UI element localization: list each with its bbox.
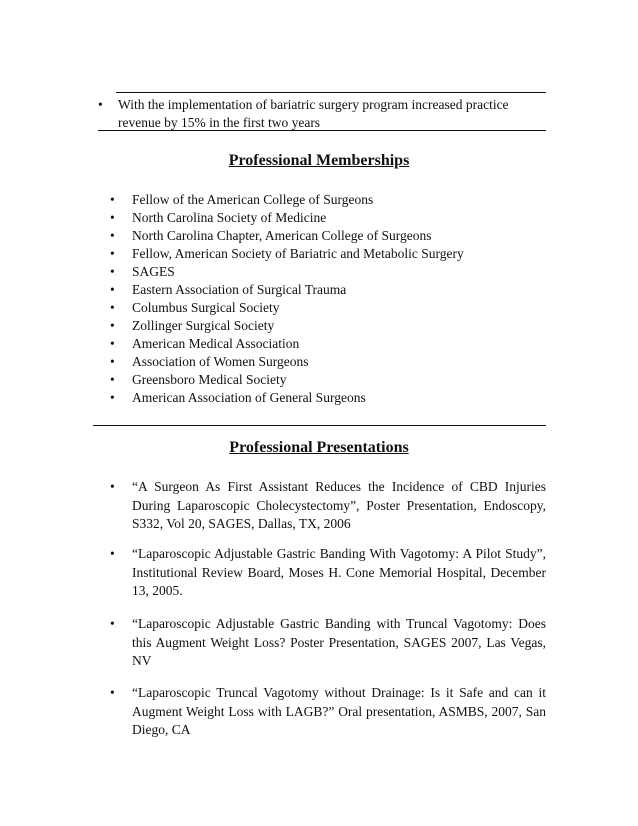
bullet-icon: • xyxy=(110,685,115,700)
bullet-icon: • xyxy=(110,318,115,333)
list-item: • Columbus Surgical Society xyxy=(110,300,280,315)
bullet-icon: • xyxy=(110,390,115,405)
list-item: • North Carolina Society of Medicine xyxy=(110,210,327,225)
bullet-icon: • xyxy=(110,616,115,631)
bullet-icon: • xyxy=(98,97,103,112)
list-item: • Greensboro Medical Society xyxy=(110,372,287,387)
list-item: • Zollinger Surgical Society xyxy=(110,318,275,333)
bullet-icon: • xyxy=(110,192,115,207)
list-item: • North Carolina Chapter, American College of Surgeons xyxy=(110,228,432,243)
achievement-bullet xyxy=(98,96,548,132)
bullet-icon: • xyxy=(110,264,115,279)
list-item: • Association of Women Surgeons xyxy=(110,354,309,369)
bullet-icon: • xyxy=(110,210,115,225)
bullet-icon: • xyxy=(110,282,115,297)
presentation-item: • “Laparoscopic Truncal Vagotomy without Drainage: Is it Safe and can it Augment Weight Loss with LAGB?” Oral presentation, ASMBS, 2007, San Diego, CA xyxy=(110,684,546,740)
bullet-icon: • xyxy=(110,479,115,494)
bullet-icon: • xyxy=(110,336,115,351)
list-item: • American Association of General Surgeons xyxy=(110,390,366,405)
list-item: • Fellow of the American College of Surgeons xyxy=(110,192,374,207)
bullet-icon: • xyxy=(110,246,115,261)
bullet-icon: • xyxy=(110,372,115,387)
bullet-icon: • xyxy=(110,354,115,369)
list-item: • Eastern Association of Surgical Trauma xyxy=(110,282,347,297)
section-divider-rule xyxy=(93,425,546,426)
bullet-icon: • xyxy=(110,300,115,315)
achievement-text: With the implementation of bariatric surgery program increased practice revenue by 15% in the first two years xyxy=(118,97,509,130)
presentation-item: • “Laparoscopic Adjustable Gastric Banding with Truncal Vagotomy: Does this Augment Weight Loss? Poster Presentation, SAGES 2007, Las Vegas, NV xyxy=(110,615,546,671)
presentation-item: • “Laparoscopic Adjustable Gastric Banding With Vagotomy: A Pilot Study”, Institutional Review Board, Moses H. Cone Memorial Hospital, December 13, 2005. xyxy=(110,545,546,601)
list-item: • Fellow, American Society of Bariatric and Metabolic Surgery xyxy=(110,246,464,261)
memberships-heading: Professional Memberships xyxy=(228,152,410,169)
presentations-heading: Professional Presentations xyxy=(229,439,409,456)
memberships-list xyxy=(110,191,464,407)
presentation-item: • “A Surgeon As First Assistant Reduces the Incidence of CBD Injuries During Laparoscopic Cholecystectomy”, Poster Presentation, Endoscopy, S332, Vol 20, SAGES, Dallas, TX, 2006 xyxy=(110,478,546,534)
bullet-icon: • xyxy=(110,546,115,561)
list-item: • American Medical Association xyxy=(110,336,300,351)
list-item: • SAGES xyxy=(110,264,175,279)
bullet-icon: • xyxy=(110,228,115,243)
top-rule xyxy=(116,92,546,93)
